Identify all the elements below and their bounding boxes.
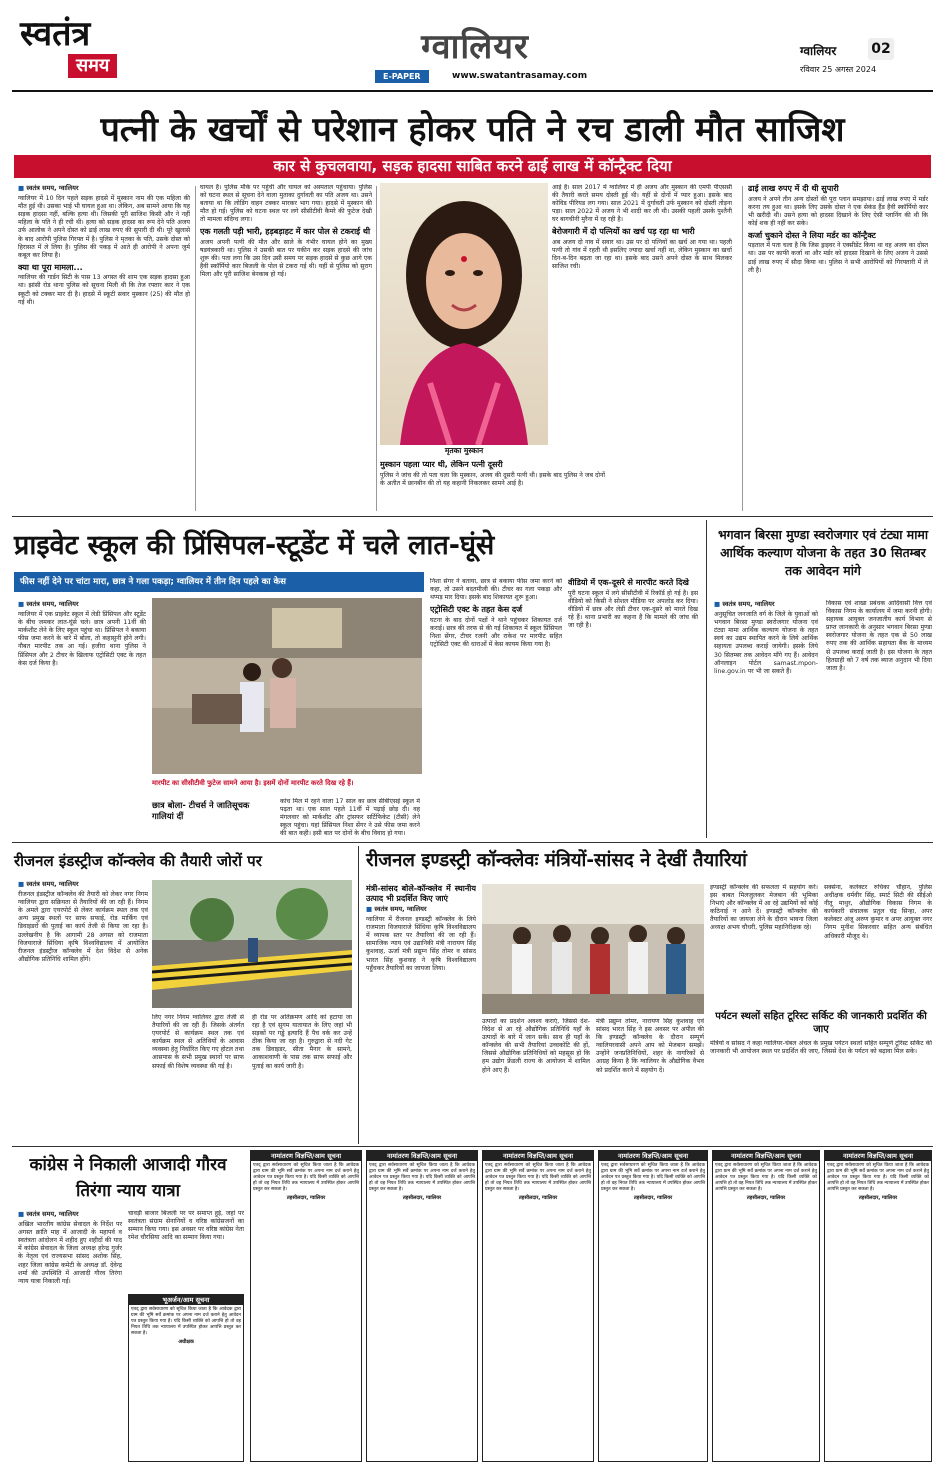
lead-col5-subhead2: कर्जा चुकाने दोस्त ने लिया मर्डर का कॉन्ट्रैक्ट (748, 230, 876, 240)
story5-col-1 (366, 884, 476, 1142)
story5-col-5 (824, 884, 932, 1008)
lead-col-5 (748, 184, 928, 512)
story2-col-2 (280, 798, 420, 838)
lead-subheadline: कार से कुचलवाया, सड़क हादसा साबित करने ढाई लाख में कॉन्ट्रैक्ट दिया (14, 155, 931, 178)
story5-headline: रीजनल इण्डस्ट्री कॉन्क्लेवः मंत्रियों-सांसद ने देखीं तैयारियां (366, 850, 747, 871)
story2-headline: प्राइवेट स्कूल की प्रिंसिपल-स्टूडेंट में चले लात-घूंसे (14, 530, 495, 561)
story6-notice-title: भूअर्जन/आम सूचना (129, 1295, 243, 1305)
lead-col1b-text: ग्वालियर की गार्डन सिटी के पास 13 अगस्त की शाम एक सड़क हादसा हुआ था। झांसी रोड थाना पुलिस को सूचना मिली थी कि तेज रफ्तार कार ने एक स्कूटी को टक्कर मार दी है। हादसे में स्कूटी सवार मुस्कान (25) की मौत हो गई थी। (18, 274, 190, 306)
lead-col1-text: ग्वालियर में 10 दिन पहले सड़क हादसे में मुस्कान नाम की एक महिला की मौत हुई थी। उसका भाई भी घायल हुआ था। लेकिन, अब सामने आया कि यह सड़क हादसा नहीं, बल्कि हत्या थी। जिसकी पूरी साजिश किसी और ने नहीं महिला के पति ने ही रची थी। हत्या को सड़क हादसा का रूप देने पति अजय उर्फ आलोक ने अपने दोस्त को ढाई लाख रुपए की सुपारी दी थी। पूरे खुलासे के बाद आरोपी पुलिस गिरफ्त में है। पुलिस ने मृतका के पति, उसके दोस्त को हिरासत में ले लिया है। पुलिस की पकड़ में आते ही आरोपी ने अपना जुर्म कबूल कर लिया है। (18, 195, 190, 259)
story5-col3-text: मंत्री प्रद्युम्न तोमर, नारायण सिंह कुशवाह एवं सांसद भारत सिंह ने इस अवसर पर अपील की कि इण्डस्ट्री कॉन्क्लेव के दौरान सम्पूर्ण ग्वालियरवासी अपने आप को मेजबान समझें। उन्होंने जनप्रतिनिधियों, शहर के नागरिकों से आग्रह किया है कि ग्वालियर के औद्योगिक वैभव को प्रदर्शित करने में सहयोग दें। (596, 1018, 704, 1074)
story6-notice-body: एतद् द्वारा सर्वसाधारण को सूचित किया जाता है कि आवेदक द्वारा ग्राम की भूमि सर्वे क्रमांक पर अपना नाम दर्ज कराने हेतु आवेदन पत्र प्रस्तुत किया गया है। यदि किसी व्यक्ति को आपत्ति हो तो वह नियत तिथि तक न्यायालय में उपस्थित होकर आपत्ति प्रस्तुत कर सकता है। (131, 1307, 241, 1336)
story6-byline: ■ स्वतंत्र समय, ग्वालियर (18, 1210, 122, 1218)
logo (20, 14, 170, 80)
logo-line1: स्वतंत्र (20, 14, 91, 54)
notice-4-body: एतद् द्वारा सर्वसाधारण को सूचित किया जाता है कि आवेदक द्वारा ग्राम की भूमि सर्वे क्रमांक पर अपना नाम दर्ज कराने हेतु आवेदन पत्र प्रस्तुत किया गया है। यदि किसी व्यक्ति को आपत्ति हो तो वह नियत तिथि तक न्यायालय में उपस्थित होकर आपत्ति प्रस्तुत कर सकता है। (601, 1163, 705, 1192)
notice-3-title: नामांतरण विज्ञप्ति/आम सूचना (483, 1151, 593, 1161)
story4-col-2 (152, 1014, 244, 1142)
lead-col4-text: आई है। साल 2017 में ग्वालियर में ही अजय और मुस्कान की एमपी पीएससी की तैयारी करते समय दोस्ती हुई थी। यहीं से दोनों में प्यार हुआ। इसके बाद कोविड पीरियड लग गया। साल 2021 में दुर्गावती उर्फ मुस्कान को दोस्ती तोड़ना पड़ा। साल 2022 में अजय ने भी शादी कर ली थी। उसकी पहली उसके पुश्तैनी घर बागचीनी मुरैना में रह रही है। (552, 184, 732, 224)
story2-subhead-3: वीडियो में एक-दूसरे से मारपीट करते दिखे (568, 578, 689, 587)
site-url[interactable]: www.swatantrasamay.com (452, 71, 588, 81)
notice-3 (482, 1150, 594, 1462)
notice-2-title: नामांतरण विज्ञप्ति/आम सूचना (367, 1151, 477, 1161)
divider-painting-image (152, 880, 352, 1008)
notice-1-sign: तहसीलदार, ग्वालियर (286, 1195, 326, 1201)
story4-col3-text: ही रोड पर अतिक्रमण आदि को हटाया जा रहा है एवं सुगम यातायात के लिए जहां भी सड़कों पर गड्ढे इत्यादि हैं पैच वर्क कर उन्हें ठीक किया जा रहा है। गुरुद्वारा से नदी गेट तक डिवाइडर, सीता मैनार के सामने, आकाशवाणी के पास तक साफ सफाई और पुताई का कार्य जारी है। (252, 1014, 352, 1070)
story6-notice (128, 1294, 244, 1462)
story2-col2-text: कांच मिल में रहने वाला 17 साल का छात्र सीबीएसई स्कूल में पढ़ता था। एक साल पहले 11वीं में पढ़ाई छोड़ दी। वह मंगलवार को मार्कशीट और ट्रांसफर सर्टिफिकेट (टीसी) लेने स्कूल पहुंचा। यहां प्रिंसिपल निशा सेंगर ने उसे फीस जमा करने की बात कही। इसी बात पर दोनों के बीच विवाद हो गया। (280, 798, 420, 838)
story5-col1-text: ग्वालियर में रीजनल इण्डस्ट्री कॉन्क्लेव के लिये राजमाता विजयाराजे सिंधिया कृषि विश्वविद्यालय में व्यापक स्तर पर तैयारियां की जा रही हैं। सामाजिक न्याय एवं उद्यानिकी मंत्री नारायण सिंह कुशवाह, ऊर्जा मंत्री प्रद्युम्न सिंह तोमर व सांसद भारत सिंह कुशवाह ने कृषि विश्वविद्यालय पहुँचकर तैयारियों का जायजा लिया। (366, 916, 476, 972)
lead-col-2 (200, 184, 372, 512)
lead-col5-subhead: ढाई लाख रुपए में दी थी सुपारी (748, 184, 839, 193)
notice-1-body: एतद् द्वारा सर्वसाधारण को सूचित किया जाता है कि आवेदक द्वारा ग्राम की भूमि सर्वे क्रमांक पर अपना नाम दर्ज कराने हेतु आवेदन पत्र प्रस्तुत किया गया है। यदि किसी व्यक्ति को आपत्ति हो तो वह नियत तिथि तक न्यायालय में उपस्थित होकर आपत्ति प्रस्तुत कर सकता है। (253, 1163, 359, 1192)
ministers-inspection-image (482, 884, 704, 1014)
lead-col5b-text: पड़ताल में पता चला है कि जिस ड्राइवर ने एक्सीडेंट किया था वह अजय का दोस्त था। उस पर काफी कर्जा था और मर्डर को हादसा दिखाने के लिए अजय ने उससे ढाई लाख रुपए में सौदा किया था। पुलिस ने सभी आरोपियों को गिरफ्तारी में ले ली है। (748, 242, 928, 274)
story5-col4-text: इण्डस्ट्री कॉन्क्लेव की सफलता में सहयोग करें। इस बाबत मिलजुलकर मेजबान की भूमिका निभाएं और कॉन्क्लेव में आ रहे उद्यमियों को कोई कठिनाई न आने दें। इण्डस्ट्री कॉन्क्लेव की तैयारियों का जायजा लेने के दौरान भावना जिला अध्यक्ष अभय चौधरी, पुलिस महानिरीक्षक रहे। (710, 884, 818, 932)
story6-col-1 (18, 1210, 122, 1462)
story3-col2-text: विकास एवं शाखा प्रबंधक आदिवासी वित्त एवं विकास निगम के कार्यालय में जमा करनी होगी। सहायक आयुक्त जनजातीय कार्य विभाग से प्राप्त जानकारी के अनुसार भगवान बिरसा मुण्डा स्वरोजगार योजना के तहत एक से 50 लाख रुपए तक की आर्थिक सहायता बैंक के माध्यम से उपलब्ध कराई जाती है। इस योजना के तहत हितग्राही को 7 वर्ष तक ब्याज अनुदान भी दिया जाता है। (826, 600, 932, 672)
story2-photo-caption: मारपीट का सीसीटीवी फुटेज सामने आया है। इसमें दोनों मारपीट करते दिख रहे हैं। (152, 779, 354, 787)
story2-subhead-1: छात्र बोला- टीचर्स ने जातिसूचक गालियां दीं (152, 800, 250, 821)
story5-byline: ■ स्वतंत्र समय, ग्वालियर (366, 905, 476, 913)
lead-byline: ■ स्वतंत्र समय, ग्वालियर (18, 184, 190, 192)
story4-headline: रीजनल इंडस्ट्रीज कॉन्क्लेव की तैयारी जोरों पर (14, 852, 262, 870)
story4-col1-text: रीजनल इंडस्ट्रीज कॉन्क्लेव की तैयारी को लेकर नगर निगम ग्वालियर द्वारा सक्रियता से तैयारियों की जा रही हैं। निगम के अमले द्वारा एयरपोर्ट से लेकर कार्यक्रम स्थल तक एवं अन्य प्रमुख स्थलों पर साफ सफाई, रोड मार्किंग एवं डिवाइडरों की पुताई का कार्य तेजी से किया जा रहा है। उल्लेखनीय है कि आगामी 28 अगस्त को राजमाता विजयाराजे सिंधिया कृषि विश्वविद्यालय में आयोजित रीजनल इंडस्ट्रीज कॉन्क्लेव में देश विदेश से अनेक औद्योगिक प्रतिनिधि शामिल होंगे। (18, 891, 148, 963)
story5-subhead: मंत्री-सांसद बोले-कॉन्क्लेव में स्थानीय उत्पाद भी प्रदर्शित किए जाएं (366, 884, 476, 903)
masthead-city: ग्वालियर (421, 27, 529, 67)
lead-col3-subhead: मुस्कान पहला प्यार थी, लेकिन पत्नी दूसरी (380, 460, 503, 469)
lead-photo (380, 183, 548, 445)
lead-col3-text: पुलिस ने जांच की तो पता चला कि मुस्कान, अजय की दूसरी पत्नी थी। इसके बाद पुलिस ने जब दोनों के अतीत में छानबीन की तो यह कहानी निकलकर सामने आई है। (380, 471, 605, 487)
notice-2 (366, 1150, 478, 1462)
notice-4-sign: तहसीलदार, ग्वालियर (633, 1195, 673, 1201)
story5-col5b-text: मंत्रियों व सांसद ने कहा ग्वालियर-चंबल अंचल के प्रमुख पर्यटन स्थलों सहित सम्पूर्ण टूरिस्ट सर्किट की जानकारी भी आयोजन स्थल पर प्रदर्शित की जाए, जिससे देश के पर्यटन को बढ़ावा मिल सके। (710, 1040, 932, 1056)
page-number: 02 (868, 38, 894, 60)
lead-col1-subhead: क्या था पूरा मामला... (18, 262, 83, 272)
story2-col4-text: पूरी घटना स्कूल में लगे सीसीटीवी में रिकॉर्ड हो गई है। इस वीडियो को किसी ने सोशल मीडिया पर अपलोड कर दिया। वीडियो में छात्र और लेडी टीचर एक-दूसरे को मारते दिख रहे हैं। थाना प्रभारी का कहना है कि मामले की जांच की जा रही है। (568, 589, 698, 629)
notice-5 (712, 1150, 820, 1462)
story4-photo (152, 880, 352, 1008)
story5-col-2 (482, 1018, 590, 1142)
notice-6 (824, 1150, 932, 1462)
lead-col2b-text: अजय अपनी पत्नी की मौत और साले के गंभीर घायल होने का मुख्य षडयंत्रकारी था। पुलिस ने उसकी बात पर यकीन कर सड़क हादसे की जांच शुरू की। पता लगा कि उस दिन उसी समय पर सड़क हादसे से कुछ आगे एक हैवी स्कॉर्पियो कार बिजली के पोल से टकरा गई थी। यहीं से पुलिस को सुराग मिला और पूरी साजिश बेनकाब हो गई। (200, 238, 372, 279)
story2-byline: ■ स्वतंत्र समय, ग्वालियर (18, 600, 146, 608)
lead-headline: पत्नी के खर्चों से परेशान होकर पति ने रच डाली मौत साजिश (100, 110, 845, 150)
story2-subhead-2: एट्रोसिटी एक्ट के तहत केस दर्ज (430, 605, 523, 615)
story5-subhead-2: पर्यटन स्थलों सहित टूरिस्ट सर्किट की जानकारी प्रदर्शित की जाए (715, 1011, 927, 1035)
story2-col3-text: निशा सेंगर ने बताया, छात्र से बकाया फीस जमा करने को कहा, तो उसने बदतमीजी की। टीचर का गला पकड़ा और थप्पड़ मार दिया। इसके बाद शिकायत शुरू हुआ। (430, 578, 562, 602)
story4-col2-text: लिए नगर निगम ग्वालियर द्वारा तेजी से तैयारियों की जा रही हैं। जिसके अंतर्गत एयरपोर्ट से कार्यक्रम स्थल तक एवं कार्यक्रम स्थल से अतिथियों के आवास व्यवस्था हेतु निर्धारित किए गए होटल तथा आसपास के सभी प्रमुख स्थानों पर साफ सफाई की विशेष व्यवस्था की गई है। (152, 1014, 244, 1070)
epaper-badge: E-PAPER (375, 70, 429, 83)
story3-col1-text: अनुसूचित जनजाति वर्ग के जिले के युवाओं को भगवान बिरसा मुण्डा स्वरोजगार योजना एवं टंट्या मामा आर्थिक कल्याण योजना के तहत स्वयं का उद्यम स्थापित करने के लिये आर्थिक सहायता उपलब्ध कराई जायेगी। इसके लिये 30 सितम्बर तक आवेदन माँगे गए हैं। आवेदन ऑनलाइन पोर्टल samast.mpon-line.gov.in पर भी जा सकते हैं। (714, 611, 818, 675)
lead-col-4 (552, 184, 732, 458)
notice-6-body: एतद् द्वारा सर्वसाधारण को सूचित किया जाता है कि आवेदक द्वारा ग्राम की भूमि सर्वे क्रमांक पर अपना नाम दर्ज कराने हेतु आवेदन पत्र प्रस्तुत किया गया है। यदि किसी व्यक्ति को आपत्ति हो तो वह नियत तिथि तक न्यायालय में उपस्थित होकर आपत्ति प्रस्तुत कर सकता है। (827, 1163, 929, 1192)
story2-col-4 (568, 578, 698, 836)
story2-col-3 (430, 578, 562, 836)
lead-col2-subhead: एक गलती पड़ी भारी, हड़बड़ाहट में कार पोल से टकराई थी (200, 227, 371, 237)
story5-col-4 (710, 884, 818, 1008)
notice-2-sign: तहसीलदार, ग्वालियर (402, 1195, 442, 1201)
notice-1-title: नामांतरण विज्ञप्ति/आम सूचना (251, 1151, 361, 1161)
notice-5-sign: तहसीलदार, ग्वालियर (746, 1195, 786, 1201)
notice-6-sign: तहसीलदार, ग्वालियर (858, 1195, 898, 1201)
story5-col5-text: सक्सेना, कलेक्टर रुचिका चौहान, पुलिस अधीक्षक धर्मवीर सिंह, स्मार्ट सिटी की सीईओ नीतू माथुर, औद्योगिक विकास निगम के कार्यकारी संचालक प्रतुल चंद्र सिन्हा, अपर कलेक्टर अंजू अरुण कुमार व अपर आयुक्त नगर निगम मुनीश सिकरवार सहित अन्य संबंधित अधिकारी मौजूद थे। (824, 884, 932, 940)
lead-col4-subhead: बेरोजगारी में दो पत्नियों का खर्च पड़ रहा था भारी (552, 227, 695, 237)
notice-5-body: एतद् द्वारा सर्वसाधारण को सूचित किया जाता है कि आवेदक द्वारा ग्राम की भूमि सर्वे क्रमांक पर अपना नाम दर्ज कराने हेतु आवेदन पत्र प्रस्तुत किया गया है। यदि किसी व्यक्ति को आपत्ति हो तो वह नियत तिथि तक न्यायालय में उपस्थित होकर आपत्ति प्रस्तुत कर सकता है। (715, 1163, 817, 1192)
woman-portrait-image (380, 183, 548, 445)
edition-date: रविवार 25 अगस्त 2024 (800, 65, 877, 74)
story6-notice-sign: अधीक्षक (178, 1339, 194, 1345)
story3-col-2 (826, 600, 932, 838)
story2-photo (152, 598, 422, 774)
lead-photo-caption: मृतका मुस्कान (444, 446, 484, 455)
story5-col-5b (710, 1040, 932, 1142)
notice-1 (250, 1150, 362, 1462)
story4-col-1 (18, 880, 148, 1142)
notice-3-body: एतद् द्वारा सर्वसाधारण को सूचित किया जाता है कि आवेदक द्वारा ग्राम की भूमि सर्वे क्रमांक पर अपना नाम दर्ज कराने हेतु आवेदन पत्र प्रस्तुत किया गया है। यदि किसी व्यक्ति को आपत्ति हो तो वह नियत तिथि तक न्यायालय में उपस्थित होकर आपत्ति प्रस्तुत कर सकता है। (485, 1163, 591, 1192)
story3-headline: भगवान बिरसा मुण्डा स्वरोजगार एवं टंट्या मामा आर्थिक कल्याण योजना के तहत 30 सितम्बर तक आवेदन मांगे (717, 527, 929, 578)
lead-col4b-text: अब अजय दो नाव में सवार था। उस पर दो पत्नियों का खर्च आ गया था। पहली पत्नी तो गांव में रहती थी इसलिए ज्यादा खर्चा नहीं था, लेकिन मुस्कान का खर्चा दिन-ब-दिन बढ़ता जा रहा था। इसके बाद उसने अपने दोस्त के साथ मिलकर साजिश रची। (552, 238, 732, 271)
lead-col-1 (18, 184, 190, 512)
story4-col-3 (252, 1014, 352, 1142)
edition-city: ग्वालियर (800, 44, 837, 58)
story3-col-1 (714, 600, 818, 838)
story2-col1-text: ग्वालियर में एक प्राइवेट स्कूल में लेडी प्रिंसिपल और स्टूडेंट के बीच जमकर लात-घूंसे चले। छात्र अपनी 11वीं की मार्कशीट लेने के लिए स्कूल पहुंचा था। प्रिंसिपल ने बकाया फीस जमा करने के बारे में बोला, तो कहासुनी होने लगी। नौबत मारपीट तक आ गई। हजीरा थाना पुलिस ने प्रिंसिपल और 2 टीचर के खिलाफ एट्रोसिटी एक्ट के तहत केस दर्ज किया है। (18, 611, 146, 667)
notice-5-title: नामांतरण विज्ञप्ति/आम सूचना (713, 1151, 819, 1161)
story5-col2-text: उत्पादों का प्रदर्शन अवश्य कराएं, जिससे देश-विदेश से आ रहे औद्योगिक प्रतिनिधि यहाँ के उत्पादों के बारे में जान सकें। साथ ही यहाँ के कॉन्क्लेव की सभी तैयारियां उच्चकोटि की हों, जिससे औद्योगिक प्रतिनिधियों को महसूस हो कि हम उद्योग फ्रेंडली राज्य के आयोजन में शामिल होने आए हैं। (482, 1018, 590, 1074)
story6-col1-text: अखिल भारतीय कांग्रेस सेवादल के निर्देश पर अगस्त क्रांति माह में आजादी के महापर्व व स्वतंत्रता आंदोलन में शहीद हुए शहीदों की याद में कांग्रेस सेवादल के जिला अध्यक्ष हरेन्द्र गुर्जर के नेतृत्व एवं राज्यसभा सांसद अशोक सिंह, शहर जिला कांग्रेस कमेटी के अध्यक्ष डॉ. देवेन्द्र शर्मा की उपस्थिति में आजादी गौरव तिरंगा न्याय यात्रा निकाली गई। (18, 1221, 122, 1285)
story3-byline: ■ स्वतंत्र समय, ग्वालियर (714, 600, 818, 608)
story2-col-1 (18, 600, 146, 836)
notice-4-title: नामांतरण विज्ञप्ति/आम सूचना (599, 1151, 707, 1161)
story4-byline: ■ स्वतंत्र समय, ग्वालियर (18, 880, 148, 888)
lead-col2-text: घायल है। पुलिस मौके पर पहुंची और घायल को अस्पताल पहुंचाया। पुलिस को घटना स्थल से सूचना देने वाला मुताका दुर्गावती का पति अजय था। उसने बताया था कि लोडिंग वाहन टक्कर मारकर भाग गया। हादसे में मुस्कान की मौत हो गई। पुलिस को घटना स्थल पर लगे सीसीटीवी कैमरे की फुटेज देखी तो मामला संदिग्ध लगा। (200, 184, 372, 224)
story5-col-3 (596, 1018, 704, 1142)
lead-col5-text: अजय ने अपने तीन अन्य दोस्तों की पूरा प्लान समझाया। ढाई लाख रुपए में मर्डर करना तय हुआ था। इसके लिए उसके दोस्त ने एक सेकंड हैंड हैवी स्कॉर्पियो कार भी खरीदी थी। उसने हत्या को हादसा दिखाने के लिए ऐसी प्लानिंग की थी कि कोई शक ही नहीं कर सके। (748, 195, 928, 227)
notice-3-sign: तहसीलदार, ग्वालियर (518, 1195, 558, 1201)
notice-6-title: नामांतरण विज्ञप्ति/आम सूचना (825, 1151, 931, 1161)
story6-headline: कांग्रेस ने निकाली आजादी गौरव तिरंगा न्याय यात्रा (29, 1155, 227, 1201)
story5-photo (482, 884, 704, 1014)
lead-col-3 (380, 460, 605, 512)
notice-2-body: एतद् द्वारा सर्वसाधारण को सूचित किया जाता है कि आवेदक द्वारा ग्राम की भूमि सर्वे क्रमांक पर अपना नाम दर्ज कराने हेतु आवेदन पत्र प्रस्तुत किया गया है। यदि किसी व्यक्ति को आपत्ति हो तो वह नियत तिथि तक न्यायालय में उपस्थित होकर आपत्ति प्रस्तुत कर सकता है। (369, 1163, 475, 1192)
masthead (0, 0, 945, 92)
story6-col-2 (128, 1210, 244, 1290)
story2-strap: फीस नहीं देने पर चांटा मारा, छात्र ने गला पकड़ा; ग्वालियर में तीन दिन पहले का केस (14, 572, 424, 592)
story2-col3b-text: घटना के बाद दोनों पक्षों ने थाने पहुंचकर शिकायत दर्ज कराई। छात्र की तरफ से की गई शिकायत में स्कूल प्रिंसिपल निशा सेंगर, टीचर रजनी और राकेश पर मारपीट सहित एट्रोसिटी एक्ट की धाराओं में केस कायम किया गया है। (430, 616, 562, 649)
notice-4 (598, 1150, 708, 1462)
cctv-fight-image (152, 598, 422, 774)
logo-line2: समय (68, 54, 117, 78)
story6-col2-text: चावड़ी बाजार बिजली पर पर समाप्त हुई, जहां पर स्वतंत्रता संग्राम सेनानियों व वरिष्ठ कांग्रेसजनों का सम्मान किया गया। इस अवसर पर वरिष्ठ कांग्रेस नेता रमेश चौरसिया आदि का सम्मान किया गया। (128, 1210, 244, 1242)
